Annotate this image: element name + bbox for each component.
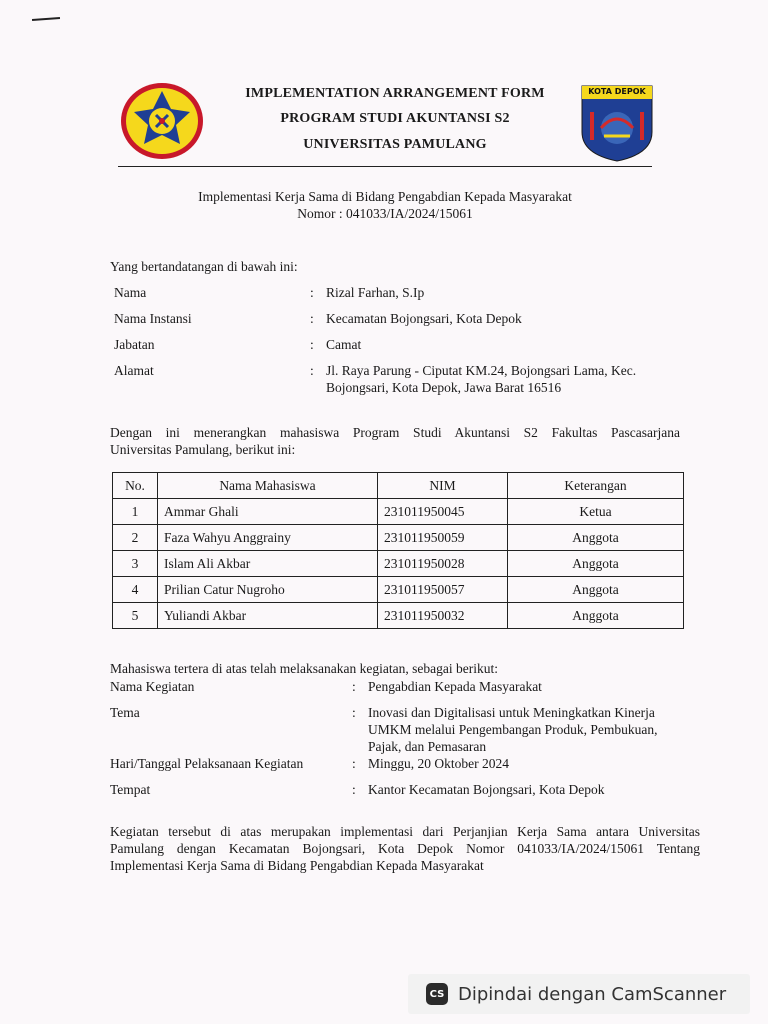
cell-keterangan: Anggota bbox=[508, 577, 684, 603]
colon: : bbox=[352, 679, 356, 694]
program-title: PROGRAM STUDI AKUNTANSI S2 bbox=[280, 111, 510, 126]
camscanner-label: Dipindai dengan CamScanner bbox=[458, 983, 727, 1005]
table-row bbox=[113, 551, 684, 577]
activity-label-nama: Nama Kegiatan bbox=[110, 679, 195, 694]
closing-line2: Pamulang dengan Kecamatan Bojongsari, Kota Depok Nomor 041033/IA/2024/15061 Tentang bbox=[110, 841, 700, 856]
field-label-instansi: Nama Instansi bbox=[114, 311, 192, 326]
university-title: UNIVERSITAS PAMULANG bbox=[303, 137, 487, 152]
activity-intro: Mahasiswa tertera di atas telah melaksanakan kegiatan, sebagai berikut: bbox=[110, 661, 498, 676]
cell-name: Faza Wahyu Anggrainy bbox=[158, 525, 378, 551]
colon: : bbox=[310, 311, 314, 326]
table-row bbox=[113, 525, 684, 551]
colon: : bbox=[310, 337, 314, 352]
activity-value-tanggal: Minggu, 20 Oktober 2024 bbox=[368, 756, 509, 771]
table-row bbox=[113, 499, 684, 525]
kota-depok-label: KOTA DEPOK bbox=[588, 87, 646, 96]
activity-value-tema-line3: Pajak, dan Pemasaran bbox=[368, 739, 487, 754]
field-value-alamat-line2: Bojongsari, Kota Depok, Jawa Barat 16516 bbox=[326, 380, 562, 395]
activity-label-tanggal: Hari/Tanggal Pelaksanaan Kegiatan bbox=[110, 756, 304, 771]
kota-depok-logo bbox=[580, 84, 654, 162]
cell-nim: 231011950057 bbox=[378, 577, 508, 603]
cell-no: 5 bbox=[113, 603, 158, 629]
table-header-row bbox=[113, 473, 684, 499]
cell-name: Prilian Catur Nugroho bbox=[158, 577, 378, 603]
colon: : bbox=[310, 363, 314, 378]
field-value-instansi: Kecamatan Bojongsari, Kota Depok bbox=[326, 311, 522, 326]
table-row bbox=[113, 577, 684, 603]
field-label-alamat: Alamat bbox=[114, 363, 154, 378]
cell-nim: 231011950032 bbox=[378, 603, 508, 629]
header-no: No. bbox=[113, 473, 158, 499]
field-value-alamat-line1: Jl. Raya Parung - Ciputat KM.24, Bojongsari Lama, Kec. bbox=[326, 363, 637, 378]
signatory-intro: Yang bertandatangan di bawah ini: bbox=[110, 259, 298, 274]
activity-value-tema-line1: Inovasi dan Digitalisasi untuk Meningkatkan Kinerja bbox=[368, 705, 655, 720]
colon: : bbox=[352, 782, 356, 797]
cell-no: 4 bbox=[113, 577, 158, 603]
activity-value-tempat: Kantor Kecamatan Bojongsari, Kota Depok bbox=[368, 782, 605, 797]
cell-name: Ammar Ghali bbox=[158, 499, 378, 525]
cell-name: Yuliandi Akbar bbox=[158, 603, 378, 629]
activity-value-nama: Pengabdian Kepada Masyarakat bbox=[368, 679, 542, 694]
colon: : bbox=[310, 285, 314, 300]
statement-line2: Universitas Pamulang, berikut ini: bbox=[110, 442, 296, 457]
camscanner-icon: CS bbox=[426, 983, 448, 1005]
cell-no: 2 bbox=[113, 525, 158, 551]
pen-mark bbox=[32, 17, 60, 21]
subject-number: Nomor : 041033/IA/2024/15061 bbox=[297, 206, 473, 221]
closing-line3: Implementasi Kerja Sama di Bidang Pengabdian Kepada Masyarakat bbox=[110, 858, 484, 873]
field-label-jabatan: Jabatan bbox=[114, 337, 155, 352]
subject-title: Implementasi Kerja Sama di Bidang Pengabdian Kepada Masyarakat bbox=[198, 189, 572, 204]
cell-keterangan: Ketua bbox=[508, 499, 684, 525]
statement-line1: Dengan ini menerangkan mahasiswa Program Studi Akuntansi S2 Fakultas Pascasarjana bbox=[110, 425, 680, 440]
header-rule bbox=[118, 166, 652, 167]
camscanner-watermark bbox=[408, 974, 750, 1014]
field-label-nama: Nama bbox=[114, 285, 147, 300]
field-value-jabatan: Camat bbox=[326, 337, 362, 352]
students-table bbox=[112, 472, 684, 629]
activity-label-tema: Tema bbox=[110, 705, 140, 720]
cell-nim: 231011950059 bbox=[378, 525, 508, 551]
cell-nim: 231011950028 bbox=[378, 551, 508, 577]
cell-keterangan: Anggota bbox=[508, 603, 684, 629]
form-title: IMPLEMENTATION ARRANGEMENT FORM bbox=[245, 86, 545, 101]
cell-keterangan: Anggota bbox=[508, 551, 684, 577]
cell-no: 1 bbox=[113, 499, 158, 525]
cell-keterangan: Anggota bbox=[508, 525, 684, 551]
activity-label-tempat: Tempat bbox=[110, 782, 151, 797]
cell-name: Islam Ali Akbar bbox=[158, 551, 378, 577]
header-nim: NIM bbox=[378, 473, 508, 499]
table-row bbox=[113, 603, 684, 629]
field-value-nama: Rizal Farhan, S.Ip bbox=[326, 285, 425, 300]
colon: : bbox=[352, 756, 356, 771]
cell-no: 3 bbox=[113, 551, 158, 577]
activity-value-tema-line2: UMKM melalui Pengembangan Produk, Pembukuan, bbox=[368, 722, 658, 737]
closing-line1: Kegiatan tersebut di atas merupakan implementasi dari Perjanjian Kerja Sama antara Universitas bbox=[110, 824, 700, 839]
header-name: Nama Mahasiswa bbox=[158, 473, 378, 499]
cell-nim: 231011950045 bbox=[378, 499, 508, 525]
header-keterangan: Keterangan bbox=[508, 473, 684, 499]
colon: : bbox=[352, 705, 356, 720]
